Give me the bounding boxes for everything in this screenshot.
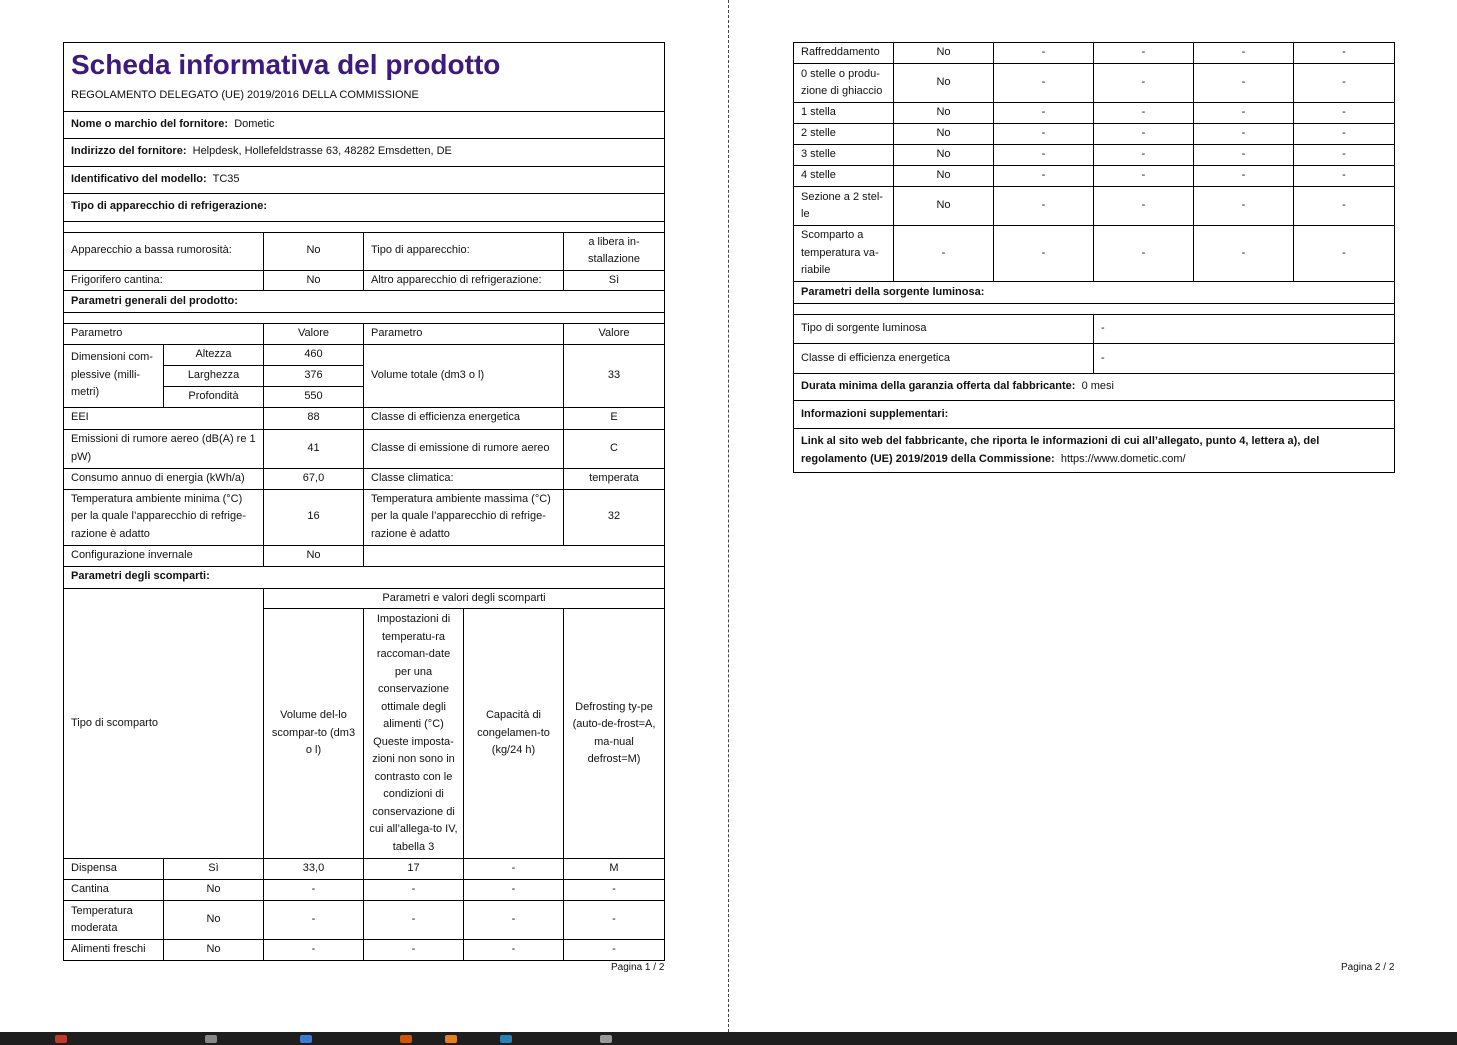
- compartment-temp: -: [1094, 145, 1194, 166]
- app-icon[interactable]: [55, 1035, 67, 1043]
- compartment-temp: -: [364, 880, 464, 901]
- col-volume: Volume del-lo scompar-to (dm3 o l): [264, 609, 364, 859]
- model-id-row: [64, 166, 665, 193]
- light-type-label: Tipo di sorgente luminosa: [794, 315, 1094, 344]
- product-sheet-page-2: [793, 42, 1395, 473]
- appliance-type-heading: Tipo di apparecchio di refrigerazione:: [64, 193, 665, 221]
- eei-label: EEI: [64, 407, 264, 429]
- min-temp-value: 16: [264, 489, 364, 545]
- compartment-name: 1 stella: [794, 103, 894, 124]
- light-heading: Parametri della sorgente luminosa:: [794, 282, 1395, 304]
- compartment-present: -: [894, 226, 994, 282]
- compartment-type-label: Tipo di scomparto: [64, 588, 264, 859]
- width-value: 376: [264, 365, 364, 386]
- compartment-volume: -: [994, 145, 1094, 166]
- spacer: [794, 304, 1395, 315]
- other-appliance-value: Sì: [564, 270, 665, 291]
- depth-label: Profondità: [164, 386, 264, 407]
- compartment-present: No: [894, 43, 994, 64]
- noise-class-label: Classe di emissione di rumore aereo: [364, 429, 564, 468]
- compartment-present: Sì: [164, 859, 264, 880]
- compartment-present: No: [894, 103, 994, 124]
- total-volume-value: 33: [564, 344, 665, 407]
- compartment-defrost: -: [564, 901, 665, 940]
- compartment-defrost: -: [1294, 43, 1395, 64]
- compartment-name: 2 stelle: [794, 124, 894, 145]
- compartment-volume: -: [264, 901, 364, 940]
- col-freezing: Capacità di congelamen-to (kg/24 h): [464, 609, 564, 859]
- compartment-defrost: -: [564, 940, 665, 961]
- compartment-volume: -: [264, 880, 364, 901]
- compartment-name: 3 stelle: [794, 145, 894, 166]
- compartment-volume: -: [264, 940, 364, 961]
- app-icon[interactable]: [445, 1035, 457, 1043]
- compartment-temp: -: [1094, 43, 1194, 64]
- app-icon[interactable]: [300, 1035, 312, 1043]
- min-temp-label: Temperatura ambiente minima (°C) per la quale l’apparecchio di refrige-razione è adatto: [64, 489, 264, 545]
- supplier-name-row: [64, 111, 665, 138]
- compartment-defrost: -: [1294, 124, 1395, 145]
- compartment-values-heading: Parametri e valori degli scomparti: [264, 588, 665, 609]
- compartment-defrost: -: [1294, 103, 1395, 124]
- compartment-present: No: [894, 166, 994, 187]
- compartment-temp: -: [1094, 103, 1194, 124]
- page-footer-2: Pagina 2 / 2: [1341, 962, 1395, 973]
- dimensions-label: Dimensioni com-plessive (milli-metri): [64, 344, 164, 407]
- compartment-temp: -: [364, 901, 464, 940]
- compartment-temp: -: [1094, 226, 1194, 282]
- compartment-name: 0 stelle o produ-zione di ghiaccio: [794, 64, 894, 103]
- col-param-right: Parametro: [364, 324, 564, 345]
- compartment-name: Scomparto a temperatura va-riabile: [794, 226, 894, 282]
- energy-class-label: Classe di efficienza energetica: [364, 407, 564, 429]
- manufacturer-link[interactable]: https://www.dometic.com/: [1060, 452, 1186, 465]
- height-label: Altezza: [164, 344, 264, 365]
- noise-value: 41: [264, 429, 364, 468]
- compartment-present: No: [894, 187, 994, 226]
- light-class-value: -: [1094, 344, 1395, 374]
- manufacturer-link-row: [794, 429, 1395, 473]
- compartment-freezing: -: [1194, 145, 1294, 166]
- compartment-volume: -: [994, 124, 1094, 145]
- app-icon[interactable]: [500, 1035, 512, 1043]
- annual-energy-label: Consumo annuo di energia (kWh/a): [64, 468, 264, 489]
- product-sheet-page-1: [63, 42, 665, 961]
- compartment-defrost: M: [564, 859, 665, 880]
- manufacturer-link-label: Link al sito web del fabbricante, che riporta le informazioni di cui all’allegato, punto 4, lettera a), del regolamento (UE) 2019/2019 della Commissione:: [801, 435, 1320, 465]
- depth-value: 550: [264, 386, 364, 407]
- compartment-freezing: -: [1194, 103, 1294, 124]
- col-temp-settings: Impostazioni di temperatu-ra raccoman-date per una conservazione ottimale degli alimenti (°C) Queste imposta-zioni non sono in contrasto con le condizioni di conservazione di cui all’allega-to IV, tabella 3: [364, 609, 464, 859]
- compartment-name: Alimenti freschi: [64, 940, 164, 961]
- compartment-volume: -: [994, 166, 1094, 187]
- app-icon[interactable]: [400, 1035, 412, 1043]
- compartment-temp: -: [1094, 187, 1194, 226]
- compartment-present: No: [164, 880, 264, 901]
- compartment-temp: 17: [364, 859, 464, 880]
- annual-energy-value: 67,0: [264, 468, 364, 489]
- col-value-right: Valore: [564, 324, 665, 345]
- energy-class-value: E: [564, 407, 665, 429]
- compartment-temp: -: [364, 940, 464, 961]
- compartment-defrost: -: [1294, 64, 1395, 103]
- warranty-row: [794, 374, 1395, 401]
- page-footer-1: Pagina 1 / 2: [611, 962, 665, 973]
- compartment-name: 4 stelle: [794, 166, 894, 187]
- climate-class-value: temperata: [564, 468, 665, 489]
- compartment-defrost: -: [1294, 226, 1395, 282]
- supplier-name-label: Nome o marchio del fornitore:: [71, 117, 229, 130]
- compartment-freezing: -: [464, 859, 564, 880]
- compartment-name: Cantina: [64, 880, 164, 901]
- compartment-freezing: -: [464, 940, 564, 961]
- compartment-temp: -: [1094, 124, 1194, 145]
- compartment-name: Dispensa: [64, 859, 164, 880]
- col-value-left: Valore: [264, 324, 364, 345]
- app-icon[interactable]: [600, 1035, 612, 1043]
- light-type-value: -: [1094, 315, 1395, 344]
- spacer: [64, 313, 665, 324]
- spacer: [64, 221, 665, 232]
- noise-label: Emissioni di rumore aereo (dB(A) re 1 pW): [64, 429, 264, 468]
- page-title: Scheda informativa del prodotto: [71, 49, 501, 80]
- compartment-freezing: -: [1194, 187, 1294, 226]
- low-noise-value: No: [264, 232, 364, 270]
- compartment-present: No: [164, 901, 264, 940]
- winter-config-value: No: [264, 545, 364, 566]
- climate-class-label: Classe climatica:: [364, 468, 564, 489]
- compartment-volume: -: [994, 103, 1094, 124]
- low-noise-label: Apparecchio a bassa rumorosità:: [64, 232, 264, 270]
- header-cell: [64, 43, 665, 112]
- total-volume-label: Volume totale (dm3 o l): [364, 344, 564, 407]
- height-value: 460: [264, 344, 364, 365]
- compartment-present: No: [164, 940, 264, 961]
- empty-cell: [364, 545, 665, 566]
- compartment-freezing: -: [1194, 43, 1294, 64]
- eei-value: 88: [264, 407, 364, 429]
- compartment-present: No: [894, 145, 994, 166]
- compartment-volume: -: [994, 226, 1094, 282]
- compartment-temp: -: [1094, 64, 1194, 103]
- compartment-params-heading: Parametri degli scomparti:: [64, 566, 665, 588]
- appliance-type-label: Tipo di apparecchio:: [364, 232, 564, 270]
- col-defrost: Defrosting ty-pe (auto-de-frost=A, ma-nual defrost=M): [564, 609, 665, 859]
- app-icon[interactable]: [205, 1035, 217, 1043]
- compartment-present: No: [894, 124, 994, 145]
- warranty-label: Durata minima della garanzia offerta dal fabbricante:: [801, 380, 1076, 393]
- compartment-freezing: -: [1194, 124, 1294, 145]
- compartment-freezing: -: [1194, 226, 1294, 282]
- noise-class-value: C: [564, 429, 665, 468]
- general-params-heading: Parametri generali del prodotto:: [64, 291, 665, 313]
- appliance-type-value: a libera in-stallazione: [564, 232, 665, 270]
- model-id-label: Identificativo del modello:: [71, 172, 207, 185]
- extra-info-heading: Informazioni supplementari:: [794, 401, 1395, 429]
- compartment-defrost: -: [1294, 187, 1395, 226]
- compartment-defrost: -: [1294, 145, 1395, 166]
- supplier-address-label: Indirizzo del fornitore:: [71, 145, 187, 158]
- light-class-label: Classe di efficienza energetica: [794, 344, 1094, 374]
- compartment-volume: 33,0: [264, 859, 364, 880]
- compartment-temp: -: [1094, 166, 1194, 187]
- compartment-name: Raffreddamento: [794, 43, 894, 64]
- max-temp-value: 32: [564, 489, 665, 545]
- compartment-name: Temperatura moderata: [64, 901, 164, 940]
- compartment-volume: -: [994, 187, 1094, 226]
- wine-cooler-label: Frigorifero cantina:: [64, 270, 264, 291]
- winter-config-label: Configurazione invernale: [64, 545, 264, 566]
- compartment-freezing: -: [1194, 64, 1294, 103]
- model-id: TC35: [212, 172, 240, 185]
- compartment-defrost: -: [564, 880, 665, 901]
- supplier-address-row: [64, 138, 665, 166]
- col-param-left: Parametro: [64, 324, 264, 345]
- compartment-volume: -: [994, 43, 1094, 64]
- compartment-present: No: [894, 64, 994, 103]
- compartment-freezing: -: [1194, 166, 1294, 187]
- page-divider: [728, 0, 729, 1032]
- width-label: Larghezza: [164, 365, 264, 386]
- warranty-value: 0 mesi: [1081, 380, 1114, 393]
- max-temp-label: Temperatura ambiente massima (°C) per la quale l’apparecchio di refrige-razione è adatto: [364, 489, 564, 545]
- compartment-volume: -: [994, 64, 1094, 103]
- other-appliance-label: Altro apparecchio di refrigerazione:: [364, 270, 564, 291]
- compartment-freezing: -: [464, 880, 564, 901]
- page-subtitle: REGOLAMENTO DELEGATO (UE) 2019/2016 DELLA COMMISSIONE: [71, 89, 419, 101]
- wine-cooler-value: No: [264, 270, 364, 291]
- supplier-address: Helpdesk, Hollefeldstrasse 63, 48282 Emsdetten, DE: [192, 145, 452, 158]
- compartment-name: Sezione a 2 stel-le: [794, 187, 894, 226]
- compartment-defrost: -: [1294, 166, 1395, 187]
- compartment-freezing: -: [464, 901, 564, 940]
- supplier-name: Dometic: [234, 117, 275, 130]
- taskbar: [0, 1032, 1457, 1045]
